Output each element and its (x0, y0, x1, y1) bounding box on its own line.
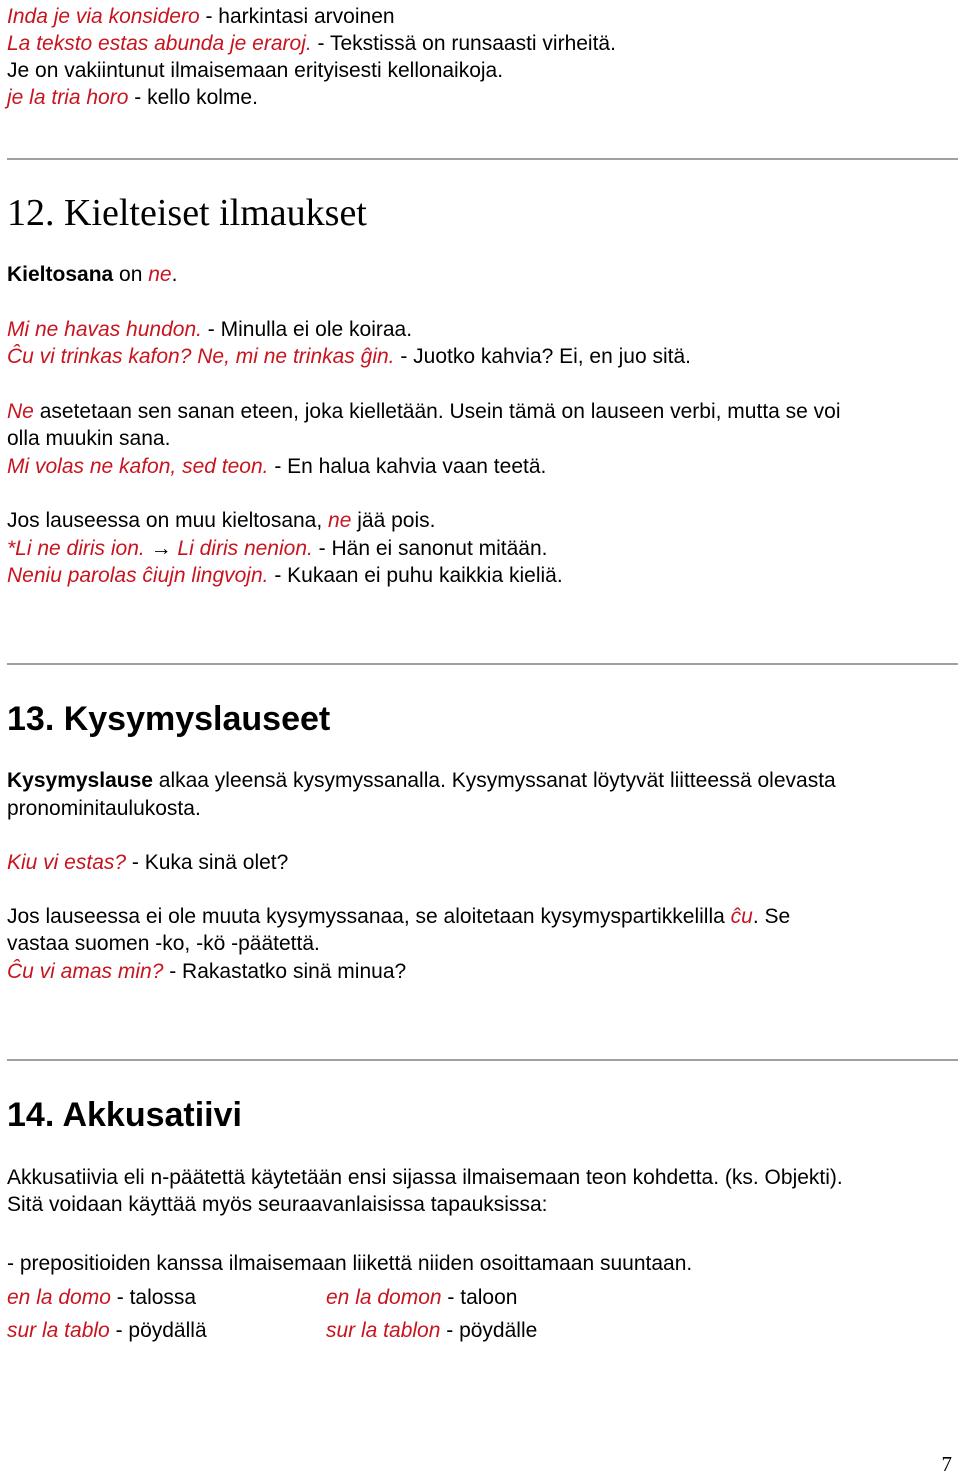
paragraph-continued: pronominitaulukosta. (7, 797, 201, 820)
section-heading-14: 14. Akkusatiivi (7, 1096, 242, 1134)
section-divider (7, 1059, 958, 1061)
example-line: Mi ne havas hundon. - Minulla ei ole koiraa. (7, 318, 413, 341)
paragraph-continued: olla muukin sana. (7, 427, 171, 450)
example-line: Neniu parolas ĉiujn lingvojn. - Kukaan ei puhu kaikkia kieliä. (7, 564, 563, 587)
example-row-col2: en la domon - taloon (326, 1286, 518, 1309)
section-divider (7, 663, 958, 665)
paragraph: Ne asetetaan sen sanan eteen, joka kielletään. Usein tämä on lauseen verbi, mutta se voi (7, 400, 841, 423)
paragraph-continued: Sitä voidaan käyttää myös seuraavanlaisissa tapauksissa: (7, 1193, 548, 1216)
section-divider (7, 158, 958, 160)
text-line: Je on vakiintunut ilmaisemaan erityisesti kellonaikoja. (7, 59, 504, 82)
paragraph: - prepositioiden kanssa ilmaisemaan liikettä niiden osoittamaan suuntaan. (7, 1252, 693, 1275)
example-line: *Li ne diris ion. → Li diris nenion. - Hän ei sanonut mitään. (7, 537, 548, 560)
example-line: Kiu vi estas? - Kuka sinä olet? (7, 851, 289, 874)
paragraph: Akkusatiivia eli n-päätettä käytetään ensi sijassa ilmaisemaan teon kohdetta. (ks. Objekti). (7, 1166, 843, 1189)
example-line: Ĉu vi trinkas kafon? Ne, mi ne trinkas ĝin. - Juotko kahvia? Ei, en juo sitä. (7, 345, 691, 368)
example-line: je la tria horo - kello kolme. (7, 86, 258, 109)
example-line: Ĉu vi amas min? - Rakastatko sinä minua? (7, 960, 407, 983)
arrow-icon: → (144, 537, 178, 560)
section-heading-12: 12. Kielteiset ilmaukset (7, 192, 367, 234)
paragraph: Kysymyslause alkaa yleensä kysymyssanalla. Kysymyssanat löytyvät liitteessä olevasta (7, 769, 836, 792)
example-row: en la domo - talossa (7, 1286, 197, 1309)
paragraph: Jos lauseessa on muu kieltosana, ne jää pois. (7, 509, 436, 532)
page-number: 7 (941, 1452, 952, 1476)
example-row: sur la tablo - pöydällä (7, 1319, 207, 1342)
paragraph: Kieltosana on ne. (7, 263, 178, 286)
section-heading-13: 13. Kysymyslauseet (7, 700, 331, 738)
example-row-col2: sur la tablon - pöydälle (326, 1319, 538, 1342)
paragraph: Jos lauseessa ei ole muuta kysymyssanaa, se aloitetaan kysymyspartikkelilla ĉu. Se (7, 905, 791, 928)
example-line: Mi volas ne kafon, sed teon. - En halua kahvia vaan teetä. (7, 455, 547, 478)
paragraph-continued: vastaa suomen -ko, -kö -päätettä. (7, 932, 320, 955)
example-line: Inda je via konsidero - harkintasi arvoinen (7, 5, 395, 28)
example-line: La teksto estas abunda je eraroj. - Tekstissä on runsaasti virheitä. (7, 32, 616, 55)
